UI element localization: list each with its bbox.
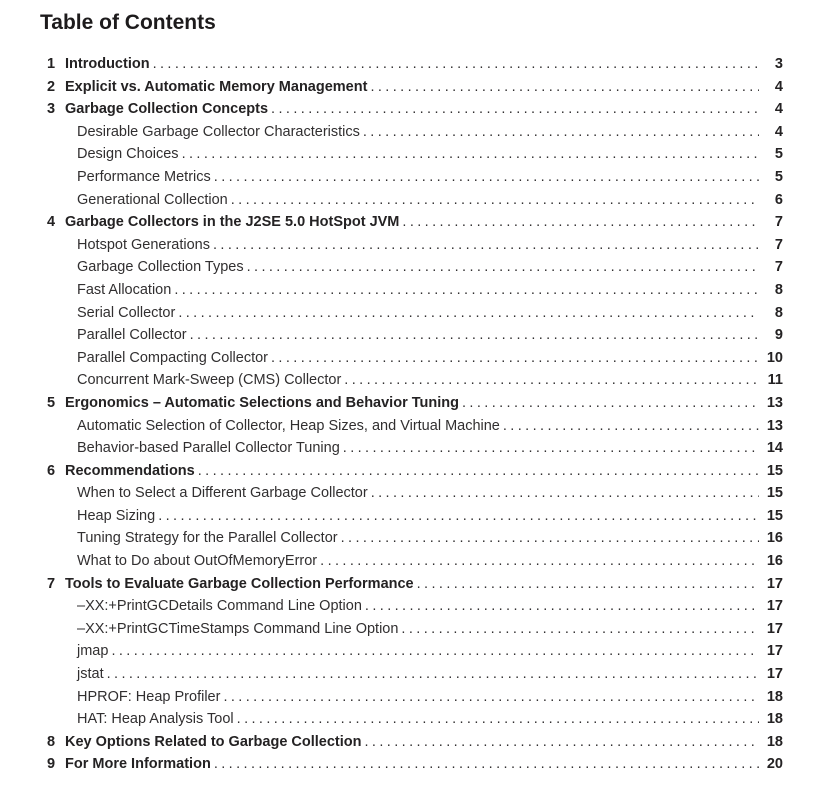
dot-leader — [365, 731, 760, 754]
toc-page-number: 4 — [774, 123, 783, 140]
dot-leader — [341, 527, 759, 550]
toc-page-number: 3 — [774, 56, 783, 72]
toc-subentry-label: Hotspot Generations — [77, 236, 210, 253]
toc-subentry — [47, 505, 783, 528]
toc-page-number: 17 — [766, 620, 783, 637]
toc-page-number: 16 — [766, 530, 783, 547]
toc-entry-number: 7 — [47, 575, 56, 592]
toc-subentry — [47, 550, 783, 573]
toc-entry-label: Introduction — [65, 56, 150, 72]
toc-page-number: 5 — [774, 168, 783, 185]
toc-entry-label: Explicit vs. Automatic Memory Management — [65, 78, 368, 95]
toc-page-number: 4 — [774, 101, 783, 118]
dot-leader — [214, 166, 759, 189]
toc-page-number: 9 — [774, 327, 783, 344]
dot-leader — [174, 279, 759, 302]
toc-subentry — [47, 279, 783, 302]
toc-entry-label: Ergonomics – Automatic Selections and Behavior Tuning — [65, 394, 459, 411]
toc-subentry — [47, 143, 783, 166]
toc-entry-number: 9 — [47, 756, 56, 773]
dot-leader — [271, 347, 759, 370]
toc-entry-number: 8 — [47, 733, 56, 750]
toc-subentry — [47, 302, 783, 325]
toc-subentry-label: Parallel Collector — [77, 327, 187, 344]
toc-page-number: 14 — [766, 440, 783, 457]
toc-page-number: 6 — [774, 191, 783, 208]
dot-leader — [401, 618, 759, 641]
dot-leader — [158, 505, 759, 528]
toc-entry — [47, 573, 783, 596]
toc-page-number: 18 — [766, 733, 783, 750]
dot-leader — [182, 143, 759, 166]
toc-subentry — [47, 166, 783, 189]
toc-subentry — [47, 437, 783, 460]
toc-subentry — [47, 482, 783, 505]
toc-subentry-label: Generational Collection — [77, 191, 228, 208]
toc-subentry-label: Garbage Collection Types — [77, 259, 244, 276]
toc-page-number: 13 — [766, 417, 783, 434]
toc-entry-label: Key Options Related to Garbage Collection — [65, 733, 362, 750]
toc-subentry-label: Performance Metrics — [77, 168, 211, 185]
toc-entry-label: Tools to Evaluate Garbage Collection Performance — [65, 575, 414, 592]
toc-subentry-label: When to Select a Different Garbage Collector — [77, 485, 368, 502]
toc-page-number: 5 — [774, 146, 783, 163]
toc-subentry — [47, 324, 783, 347]
toc-list — [40, 53, 783, 776]
toc-page-number: 7 — [774, 259, 783, 276]
toc-subentry-label: jmap — [77, 643, 109, 660]
dot-leader — [213, 234, 759, 257]
toc-entry — [47, 53, 783, 76]
toc-subentry — [47, 686, 783, 709]
toc-page-number: 18 — [766, 688, 783, 705]
dot-leader — [343, 437, 759, 460]
dot-leader — [271, 98, 759, 121]
dot-leader — [462, 392, 759, 415]
toc-entry-label: Garbage Collectors in the J2SE 5.0 HotSpot JVM — [65, 214, 400, 231]
toc-subentry-label: What to Do about OutOfMemoryError — [77, 553, 318, 570]
toc-subentry — [47, 663, 783, 686]
toc-entry-number: 2 — [47, 78, 56, 95]
dot-leader — [417, 573, 759, 596]
toc-page-number: 17 — [766, 643, 783, 660]
toc-subentry — [47, 234, 783, 257]
toc-entry-label: Garbage Collection Concepts — [65, 101, 269, 118]
dot-leader — [223, 686, 759, 709]
toc-page-number: 8 — [774, 281, 783, 298]
toc-subentry — [47, 347, 783, 370]
toc-subentry-label: HAT: Heap Analysis Tool — [77, 711, 234, 728]
toc-entry-label: For More Information — [65, 756, 211, 773]
toc-entry — [47, 392, 783, 415]
toc-subentry — [47, 121, 783, 144]
toc-subentry-label: HPROF: Heap Profiler — [77, 688, 221, 705]
toc-subentry-label: Heap Sizing — [77, 507, 156, 524]
dot-leader — [503, 415, 759, 438]
toc-subentry-label: Fast Allocation — [77, 281, 172, 298]
toc-page-number: 10 — [766, 349, 783, 366]
toc-subentry — [47, 369, 783, 392]
toc-entry-number: 3 — [47, 101, 56, 118]
toc-entry-label: Recommendations — [65, 462, 195, 479]
toc-page-number: 13 — [766, 394, 783, 411]
toc-page-number: 15 — [766, 462, 783, 479]
toc-page-number: 16 — [766, 553, 783, 570]
toc-entry-number: 4 — [47, 214, 56, 231]
toc-page-number: 7 — [774, 236, 783, 253]
dot-leader — [370, 76, 759, 99]
toc-subentry-label: Serial Collector — [77, 304, 176, 321]
toc-entry — [47, 76, 783, 99]
toc-page-number: 18 — [766, 711, 783, 728]
toc-page-number: 11 — [767, 372, 783, 389]
dot-leader — [363, 121, 759, 144]
toc-subentry-label: Design Choices — [77, 146, 179, 163]
dot-leader — [247, 256, 759, 279]
dot-leader — [198, 460, 759, 483]
toc-subentry — [47, 256, 783, 279]
toc-page-number: 8 — [774, 304, 783, 321]
dot-leader — [190, 324, 759, 347]
dot-leader — [111, 640, 759, 663]
toc-entry — [47, 753, 783, 776]
toc-subentry — [47, 189, 783, 212]
toc-subentry — [47, 618, 783, 641]
dot-leader — [371, 482, 759, 505]
toc-entry-number: 6 — [47, 462, 56, 479]
dot-leader — [153, 53, 759, 76]
toc-page-number: 15 — [766, 485, 783, 502]
toc-page-number: 4 — [774, 78, 783, 95]
toc-subentry-label: Concurrent Mark-Sweep (CMS) Collector — [77, 372, 342, 389]
toc-entry-number: 1 — [47, 56, 56, 72]
toc-subentry — [47, 595, 783, 618]
toc-page-number: 17 — [766, 575, 783, 592]
dot-leader — [344, 369, 759, 392]
toc-subentry-label: Tuning Strategy for the Parallel Collector — [77, 530, 338, 547]
toc-entry-number: 5 — [47, 394, 56, 411]
dot-leader — [402, 211, 759, 234]
toc-subentry-label: –XX:+PrintGCTimeStamps Command Line Option — [77, 620, 399, 637]
toc-subentry-label: Automatic Selection of Collector, Heap Sizes, and Virtual Machine — [77, 417, 500, 434]
toc-page-number: 7 — [774, 214, 783, 231]
dot-leader — [214, 753, 759, 776]
toc-subentry — [47, 527, 783, 550]
toc-page-number: 15 — [766, 507, 783, 524]
dot-leader — [231, 189, 759, 212]
toc-entry — [47, 731, 783, 754]
toc-subentry — [47, 708, 783, 731]
toc-entry — [47, 211, 783, 234]
toc-subentry-label: Desirable Garbage Collector Characteristics — [77, 123, 360, 140]
toc-subentry — [47, 415, 783, 438]
toc-entry — [47, 98, 783, 121]
toc-subentry — [47, 640, 783, 663]
dot-leader — [107, 663, 759, 686]
dot-leader — [237, 708, 759, 731]
dot-leader — [320, 550, 759, 573]
dot-leader — [178, 302, 759, 325]
toc-page-number: 17 — [766, 598, 783, 615]
page-title: Table of Contents — [40, 11, 216, 34]
toc-subentry-label: jstat — [77, 666, 104, 683]
dot-leader — [365, 595, 759, 618]
toc-entry — [47, 460, 783, 483]
toc-subentry-label: Parallel Compacting Collector — [77, 349, 268, 366]
toc-page-number: 17 — [766, 666, 783, 683]
toc-subentry-label: Behavior-based Parallel Collector Tuning — [77, 440, 340, 457]
toc-page-number: 20 — [766, 756, 783, 773]
toc-subentry-label: –XX:+PrintGCDetails Command Line Option — [77, 598, 362, 615]
